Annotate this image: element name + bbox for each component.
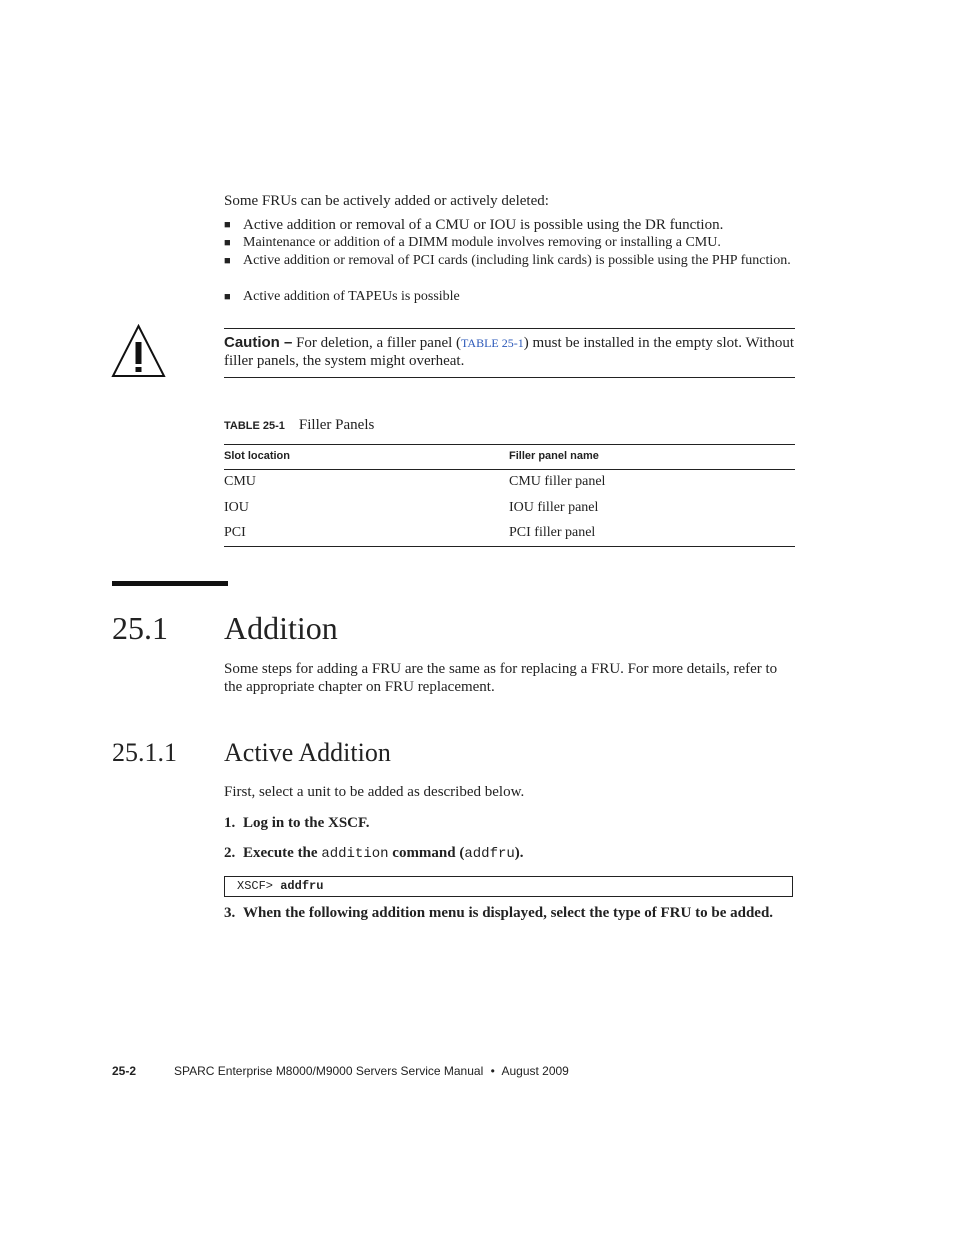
bullet-icon: ■	[224, 255, 231, 267]
table-cell: CMU	[224, 474, 256, 489]
step-2: 2. Execute the addition command (addfru).	[224, 845, 524, 862]
table-bottom-rule	[224, 546, 795, 547]
caution-text: Caution – For deletion, a filler panel (TABLE 25-1) must be installed in the empty slot. Without filler panels, the system might overheat.	[224, 334, 795, 369]
section-number: 25.1	[112, 610, 168, 646]
table-caption	[224, 417, 374, 434]
table-cell: PCI	[224, 525, 246, 540]
table-cell: PCI filler panel	[509, 525, 596, 540]
table-cell: IOU filler panel	[509, 500, 599, 515]
list-item: ■ Active addition or removal of a CMU or IOU is possible using the DR function.	[224, 217, 724, 233]
inline-code: addition	[321, 846, 389, 862]
page-number: 25-2	[112, 1064, 137, 1078]
table-cell: CMU filler panel	[509, 474, 606, 489]
subsection-paragraph: First, select a unit to be added as described below.	[224, 784, 525, 800]
caution-label: Caution –	[224, 334, 293, 351]
section-paragraph: Some steps for adding a FRU are the same as for replacing a FRU. For more details, refer to the appropriate chapter on FRU replacement.	[224, 661, 778, 695]
list-item: ■ Active addition of TAPEUs is possible	[224, 289, 460, 304]
bullet-icon: ■	[224, 219, 231, 231]
table-top-rule	[224, 444, 795, 445]
step-1: 1. Log in to the XSCF.	[224, 815, 370, 831]
table-header-filler-panel-name: Filler panel name	[509, 450, 599, 462]
table-header-slot-location: Slot location	[224, 450, 290, 462]
code-command: addfru	[280, 879, 324, 893]
section-title: Addition	[224, 610, 338, 646]
table-header-rule	[224, 469, 795, 470]
caution-box	[224, 328, 795, 378]
warning-triangle-icon	[111, 324, 166, 378]
subsection-number: 25.1.1	[112, 738, 177, 767]
table-cell: IOU	[224, 500, 249, 515]
section-rule	[112, 581, 228, 586]
intro-paragraph: Some FRUs can be actively added or actively deleted:	[224, 193, 549, 209]
step-3: 3. When the following addition menu is displayed, select the type of FRU to be added.	[224, 905, 774, 921]
code-block	[224, 876, 793, 897]
list-item: ■ Maintenance or addition of a DIMM module involves removing or installing a CMU.	[224, 235, 721, 250]
bullet-icon: ■	[224, 237, 231, 249]
list-item: ■ Active addition or removal of PCI cards (including link cards) is possible using the PHP function.	[224, 253, 791, 268]
table-label: TABLE 25-1	[224, 420, 285, 432]
footer-title: SPARC Enterprise M8000/M9000 Servers Service Manual • August 2009	[174, 1064, 569, 1078]
bullet-icon: ■	[224, 291, 231, 303]
table-reference-link[interactable]: TABLE 25-1	[461, 336, 524, 350]
code-prompt: XSCF>	[237, 879, 281, 893]
table-title: Filler Panels	[298, 417, 375, 433]
inline-code: addfru	[464, 846, 515, 862]
subsection-title: Active Addition	[224, 738, 391, 767]
